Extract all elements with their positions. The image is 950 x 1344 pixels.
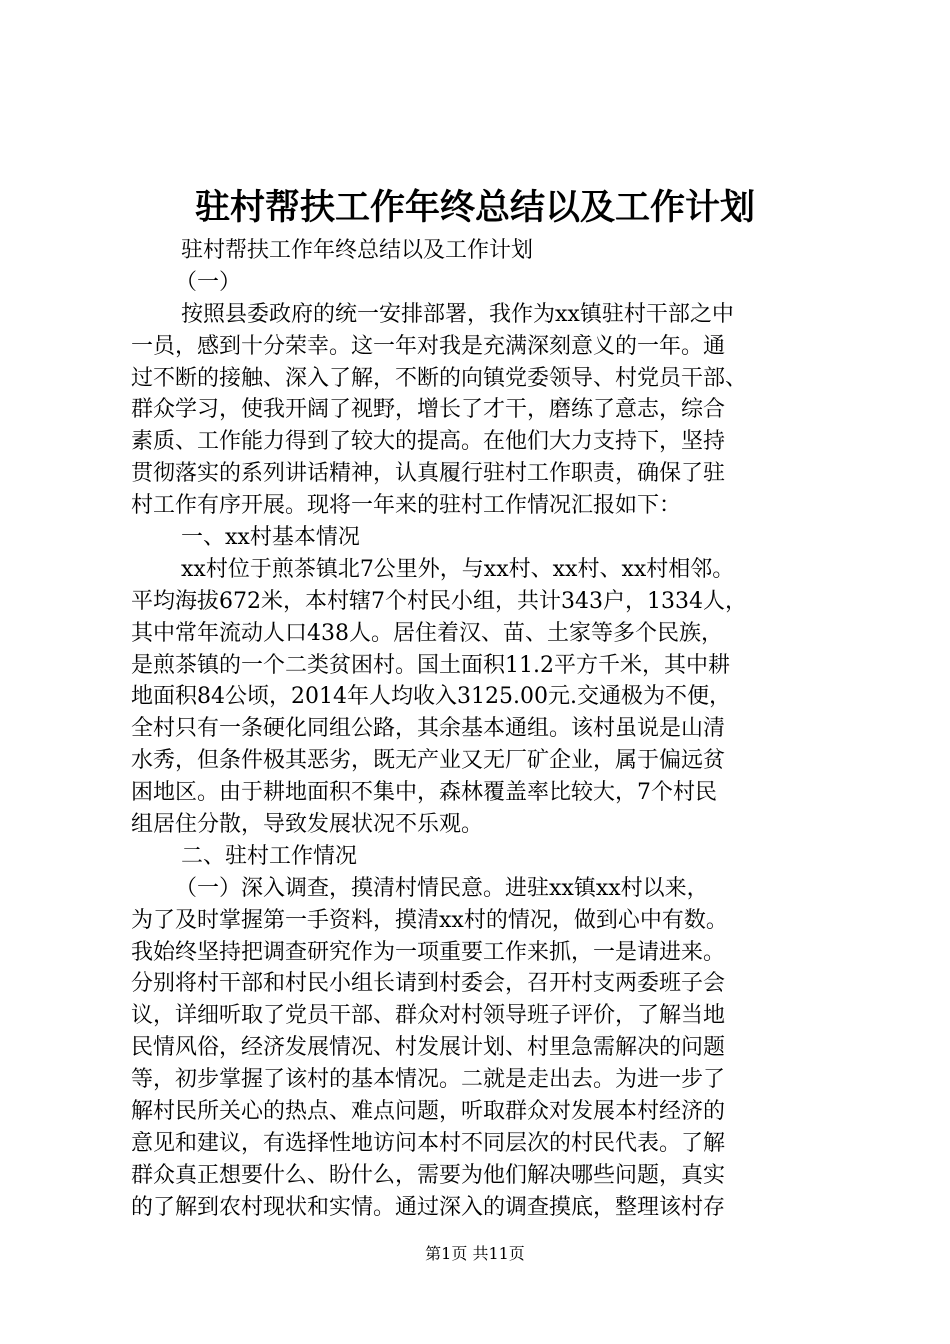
text-line: 分别将村干部和村民小组长请到村委会，召开村支两委班子会 — [131, 971, 726, 997]
text-line: 的了解到农村现状和实情。通过深入的调查摸底，整理该村存 — [131, 1194, 726, 1220]
text-line: 组居住分散，导致发展状况不乐观。 — [131, 812, 484, 838]
text-line: 贯彻落实的系列讲话精神，认真履行驻村工作职责，确保了驻 — [131, 461, 726, 487]
text-line: 等，初步掌握了该村的基本情况。二就是走出去。为进一步了 — [131, 1067, 726, 1093]
text-line: 地面积84公顷，2014年人均收入3125.00元.交通极为不便， — [131, 684, 731, 710]
text-line: 二、驻村工作情况 — [181, 843, 358, 869]
text-line: 解村民所关心的热点、难点问题，听取群众对发展本村经济的 — [131, 1099, 726, 1125]
text-line: 困地区。由于耕地面积不集中，森林覆盖率比较大，7个村民 — [131, 780, 717, 806]
text-line: 是煎茶镇的一个二类贫困村。国土面积11.2平方千米，其中耕 — [131, 652, 730, 678]
text-line: 一员，感到十分荣幸。这一年对我是充满深刻意义的一年。通 — [131, 333, 726, 359]
text-line: 民情风俗，经济发展情况、村发展计划、村里急需解决的问题 — [131, 1035, 726, 1061]
text-line: 素质、工作能力得到了较大的提高。在他们大力支持下，坚持 — [131, 429, 726, 455]
text-line: 过不断的接触、深入了解，不断的向镇党委领导、村党员干部、 — [131, 365, 748, 391]
page-footer: 第1页 共11页 — [425, 1244, 525, 1263]
text-line: 群众学习，使我开阔了视野，增长了才干，磨练了意志，综合 — [131, 397, 726, 423]
text-line: 水秀，但条件极其恶劣，既无产业又无厂矿企业，属于偏远贫 — [131, 748, 726, 774]
document-body — [131, 235, 831, 1224]
text-line: 其中常年流动人口438人。居住着汉、苗、土家等多个民族， — [131, 620, 723, 646]
text-line: 全村只有一条硬化同组公路，其余基本通组。该村虽说是山清 — [131, 716, 726, 742]
text-line: 为了及时掌握第一手资料，摸清xx村的情况，做到心中有数。 — [131, 907, 728, 933]
text-line: （一）深入调查，摸清村情民意。进驻xx镇xx村以来， — [175, 875, 709, 901]
text-line: （一） — [175, 269, 242, 295]
text-line: 一、xx村基本情况 — [181, 525, 360, 551]
text-line: 我始终坚持把调查研究作为一项重要工作来抓，一是请进来。 — [131, 939, 726, 965]
text-line: 平均海拔672米，本村辖7个村民小组，共计343户，1334人， — [131, 588, 747, 614]
document-title: 驻村帮扶工作年终总结以及工作计划 — [194, 187, 755, 228]
text-line: 议，详细听取了党员干部、群众对村领导班子评价，了解当地 — [131, 1003, 726, 1029]
text-line: xx村位于煎茶镇北7公里外，与xx村、xx村、xx村相邻。 — [181, 556, 735, 582]
text-line: 驻村帮扶工作年终总结以及工作计划 — [181, 238, 534, 263]
text-line: 按照县委政府的统一安排部署，我作为xx镇驻村干部之中 — [181, 301, 734, 327]
text-line: 意见和建议，有选择性地访问本村不同层次的村民代表。了解 — [131, 1130, 726, 1156]
text-line: 村工作有序开展。现将一年来的驻村工作情况汇报如下： — [131, 493, 682, 519]
text-line: 群众真正想要什么、盼什么，需要为他们解决哪些问题，真实 — [131, 1162, 726, 1188]
